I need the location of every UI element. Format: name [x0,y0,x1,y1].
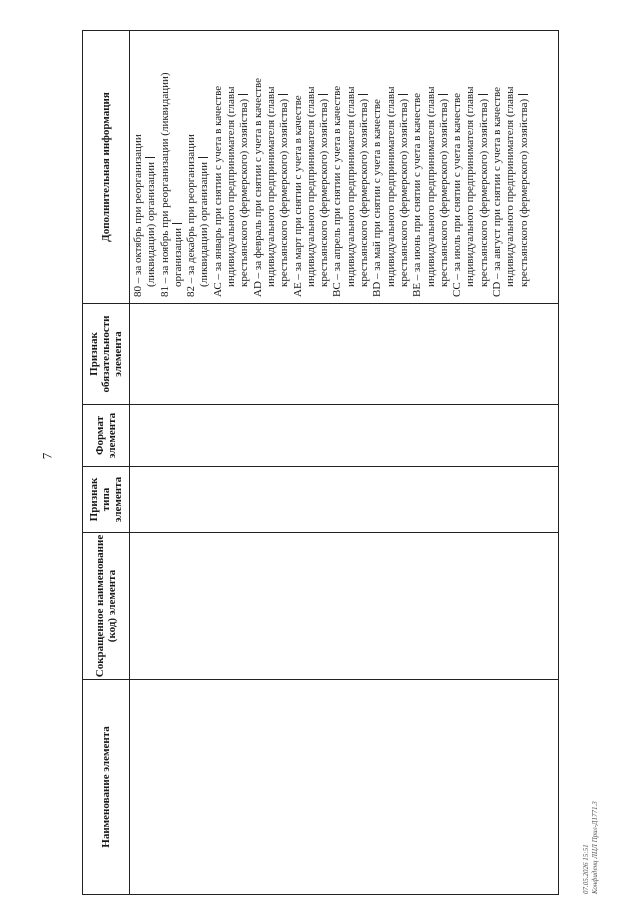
vertical-bar-mark [518,94,528,95]
info-line-text: 82 – за декабрь при реорганизации [185,134,198,297]
vertical-bar-mark [238,94,248,95]
info-line [425,37,438,297]
vertical-bar-mark [172,223,182,224]
header-additional-info: Дополнительная информация [83,31,130,304]
info-line [292,37,305,297]
info-line [172,37,185,297]
info-line [331,37,344,297]
info-line-text: 80 – за октябрь при реорганизации [132,134,144,297]
info-line [212,37,225,297]
info-line-text: AD – за февраль при снятии с учета в качестве [251,77,264,297]
vertical-bar-mark [478,94,488,95]
header-element-type: Признак типа элемента [83,467,130,533]
info-line [278,37,291,297]
document-stamp [582,801,600,894]
info-line-text: крестьянского (фермерского) хозяйства) [238,98,251,287]
info-line-text: индивидуального предпринимателя (главы [464,86,477,287]
info-line [518,37,531,297]
table-row [130,31,559,895]
info-line [305,37,318,297]
header-element-required: Признак обязательности элемента [83,304,130,405]
info-line-text: 81 – за ноябрь при реорганизации (ликвидации) [158,72,171,297]
info-line-text: индивидуального предпринимателя (главы [264,86,277,287]
cell-element-code [130,533,559,680]
cell-element-format [130,405,559,467]
info-line-text: организации [171,227,184,287]
info-line [159,37,172,297]
info-line-text: крестьянского (фермерского) хозяйства) [477,98,490,287]
info-line-text: индивидуального предпринимателя (главы [225,86,238,287]
info-line [345,37,358,297]
info-line [198,37,211,297]
vertical-bar-mark [145,157,155,158]
info-line-text: (ликвидации) организации [145,161,158,287]
vertical-bar-mark [198,157,208,158]
info-line [225,37,238,297]
elements-table [82,30,559,895]
info-line [185,37,198,297]
rotated-table-container [82,37,559,895]
info-line-text: индивидуального предпринимателя (главы [504,86,517,287]
info-line [438,37,451,297]
info-line [385,37,398,297]
info-line [238,37,251,297]
info-line [478,37,491,297]
header-element-name: Наименование элемента [83,680,130,895]
info-line [358,37,371,297]
vertical-bar-mark [318,94,328,95]
info-line [132,37,145,297]
vertical-bar-mark [438,94,448,95]
cell-element-name [130,680,559,895]
info-line-text: ВС – за апрель при снятии с учета в качестве [331,85,344,297]
info-line-text: СС – за июль при снятии с учета в качестве [451,93,464,297]
info-line-text: крестьянского (фермерского) хозяйства) [278,98,291,287]
info-line [371,37,384,297]
vertical-bar-mark [398,94,408,95]
page-number: 7 [39,452,55,460]
header-element-format: Формат элемента [83,405,130,467]
info-line-text: CD – за август при снятии с учета в качестве [491,86,504,297]
info-line [318,37,331,297]
info-line-text: крестьянского (фермерского) хозяйства) [318,98,331,287]
info-line-text: ВЕ – за июнь при снятии с учета в качестве [411,92,424,297]
vertical-bar-mark [278,94,288,95]
header-element-code: Сокращенное наименование (код) элемента [83,533,130,680]
info-line-text: индивидуального предпринимателя (главы [344,86,357,287]
info-line-text: крестьянского (фермерского) хозяйства) [397,98,410,287]
vertical-bar-mark [358,94,368,95]
info-line [265,37,278,297]
info-line-text: индивидуального предпринимателя (главы [424,86,437,287]
info-line-text: (ликвидации) организации [198,161,211,287]
table-header-row [83,31,130,895]
info-line [464,37,477,297]
info-line [252,37,265,297]
info-line [398,37,411,297]
info-line-text: крестьянского (фермерского) хозяйства) [517,98,530,287]
cell-element-type [130,467,559,533]
info-line-text: крестьянского (фермерского) хозяйства) [358,98,371,287]
info-line [411,37,424,297]
info-line-text: индивидуального предпринимателя (главы [304,86,317,287]
info-line [491,37,504,297]
info-line-text: АС – за январь при снятии с учета в качестве [211,85,224,297]
info-line [145,37,158,297]
info-line-text: АЕ – за март при снятии с учета в качестве [291,95,304,297]
info-line [451,37,464,297]
stamp-line-2: Конфиденц ЛЦЛ Прил-Д1771.3 [591,801,599,894]
cell-additional-info [130,31,559,304]
info-line-text: BD – за май при снятии с учета в качестве [371,99,384,297]
info-line [504,37,517,297]
stamp-line-1: 07.05.2026 15:51 [582,844,590,894]
info-line-text: крестьянского (фермерского) хозяйства) [437,98,450,287]
info-line-text: индивидуального предпринимателя (главы [384,86,397,287]
cell-element-required [130,304,559,405]
